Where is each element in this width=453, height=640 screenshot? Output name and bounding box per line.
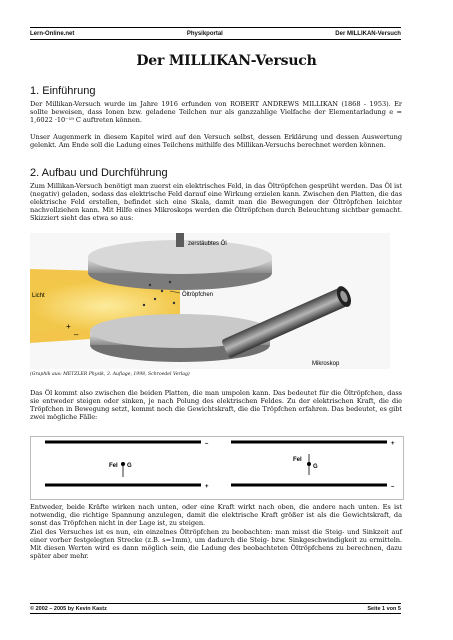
page-title: Der MILLIKAN-Versuch: [136, 53, 317, 69]
footer-page-number: Seite 1 von 5: [367, 605, 401, 612]
section2-para2: Das Öl kommt also zwischen die beiden Platten, die man umpolen kann. Das bedeutet für die Öltröpfchen, dass sie entweder steigen oder sinken, je nach Polung des elektrischen Feldes. Zu der elektrischen Kraft, die die Tröpfchen in Bewegung setzt, kommt noch die Gewichtskraft, die die Tröpfchen erfahren. Das bedeutet, es gibt zwei mögliche Fälle:: [30, 389, 402, 422]
pole-minus-case1: –: [205, 441, 209, 447]
label-light: Licht: [32, 293, 45, 299]
label-microscope: Mikroskop: [312, 361, 340, 367]
label-minus: –: [74, 330, 79, 339]
section1-heading: 1. Einführung: [30, 85, 96, 97]
force-fel-case1: Fel: [109, 463, 118, 469]
pole-plus-case2: +: [391, 441, 395, 447]
section2-para1: Zum Millikan-Versuch benötigt man zuerst ein elektrisches Feld, in das Öltröpfchen gesprüht werden. Das Öl ist (negativ) geladen, sodass das elektrische Feld darauf eine Wirkung erzielen kann. Zwischen den Platten, die das elektrische Feld erstellen, befindet sich eine Skala, damit man die Bewegungen der Öltröpfchen leichter nachvollziehen kann. Mit Hilfe eines Mikroskops werden die Öltröpfchen durch Beleuchtung sichtbar gemacht. Skizziert sieht das etwa so aus:: [30, 182, 402, 223]
section2-para4: Ziel des Versuches ist es nun, ein einzelnes Öltröpfchen zu beobachten: man misst die Steig- und Sinkzeit auf einer vorher festgelegten Strecke (z.B. s=1mm), um dadurch die Steig- bzw. Sinkgeschwindigkeit zu ermitteln. Mit diesen Werten wird es dann möglich sein, die Ladung des beobachteten Öltröpfchens zu berechnen, dazu später aber mehr.: [30, 528, 402, 561]
force-cases-figure: [30, 436, 404, 500]
page-header: [30, 27, 401, 40]
force-fel-case2: Fel: [293, 457, 302, 463]
label-oil: zerstäubtes Öl: [188, 241, 227, 247]
section2-heading: 2. Aufbau und Durchführung: [30, 167, 168, 179]
header-site: Lern-Online.net: [30, 30, 75, 37]
section2-para3: Entweder, beide Kräfte wirken nach unten, oder eine Kraft wirkt nach oben, die andere nach unten. Es ist notwendig, die richtige Spannung anzulegen, damit die elektrische Kraft größer ist als die Gewichtskraft, da sonst das Tröpfchen nicht in der Lage ist, zu steigen.: [30, 503, 402, 528]
millikan-apparatus-figure: [30, 233, 390, 369]
footer-copyright: © 2002 – 2005 by Kevin Kastz: [30, 605, 107, 612]
label-droplet: Öltröpfchen: [182, 292, 214, 298]
force-g-case2: G: [313, 464, 318, 470]
header-portal: Physikportal: [186, 30, 223, 37]
page-footer: [30, 603, 401, 614]
section1-para1: Der Millikan-Versuch wurde im Jahre 1916 erfunden von ROBERT ANDREWS MILLIKAN (1868 - 1953). Er sollte beweisen, dass Ionen bzw. geladene Teilchen nur als ganzzahlige Vielfache der Elementarladung e = 1,6022 ·10⁻¹⁹ C auftreten können.: [30, 100, 402, 125]
force-g-case1: G: [127, 463, 132, 469]
pole-plus-case1: +: [205, 484, 209, 490]
section1-para2: Unser Augenmerk in diesem Kapitel wird auf den Versuch selbst, dessen Erklärung und dessen Auswertung gelenkt. Am Ende soll die Ladung eines Teilchens mithilfe des Millikan-Versuchs berechnet werden können.: [30, 133, 402, 150]
header-topic: Der MILLIKAN-Versuch: [335, 30, 401, 37]
pole-minus-case2: –: [391, 484, 395, 490]
label-plus: +: [66, 322, 71, 331]
figure-caption: (Graphik aus: METZLER Physik, 3. Auflage, 1998, Schroedel Verlag): [30, 372, 190, 377]
